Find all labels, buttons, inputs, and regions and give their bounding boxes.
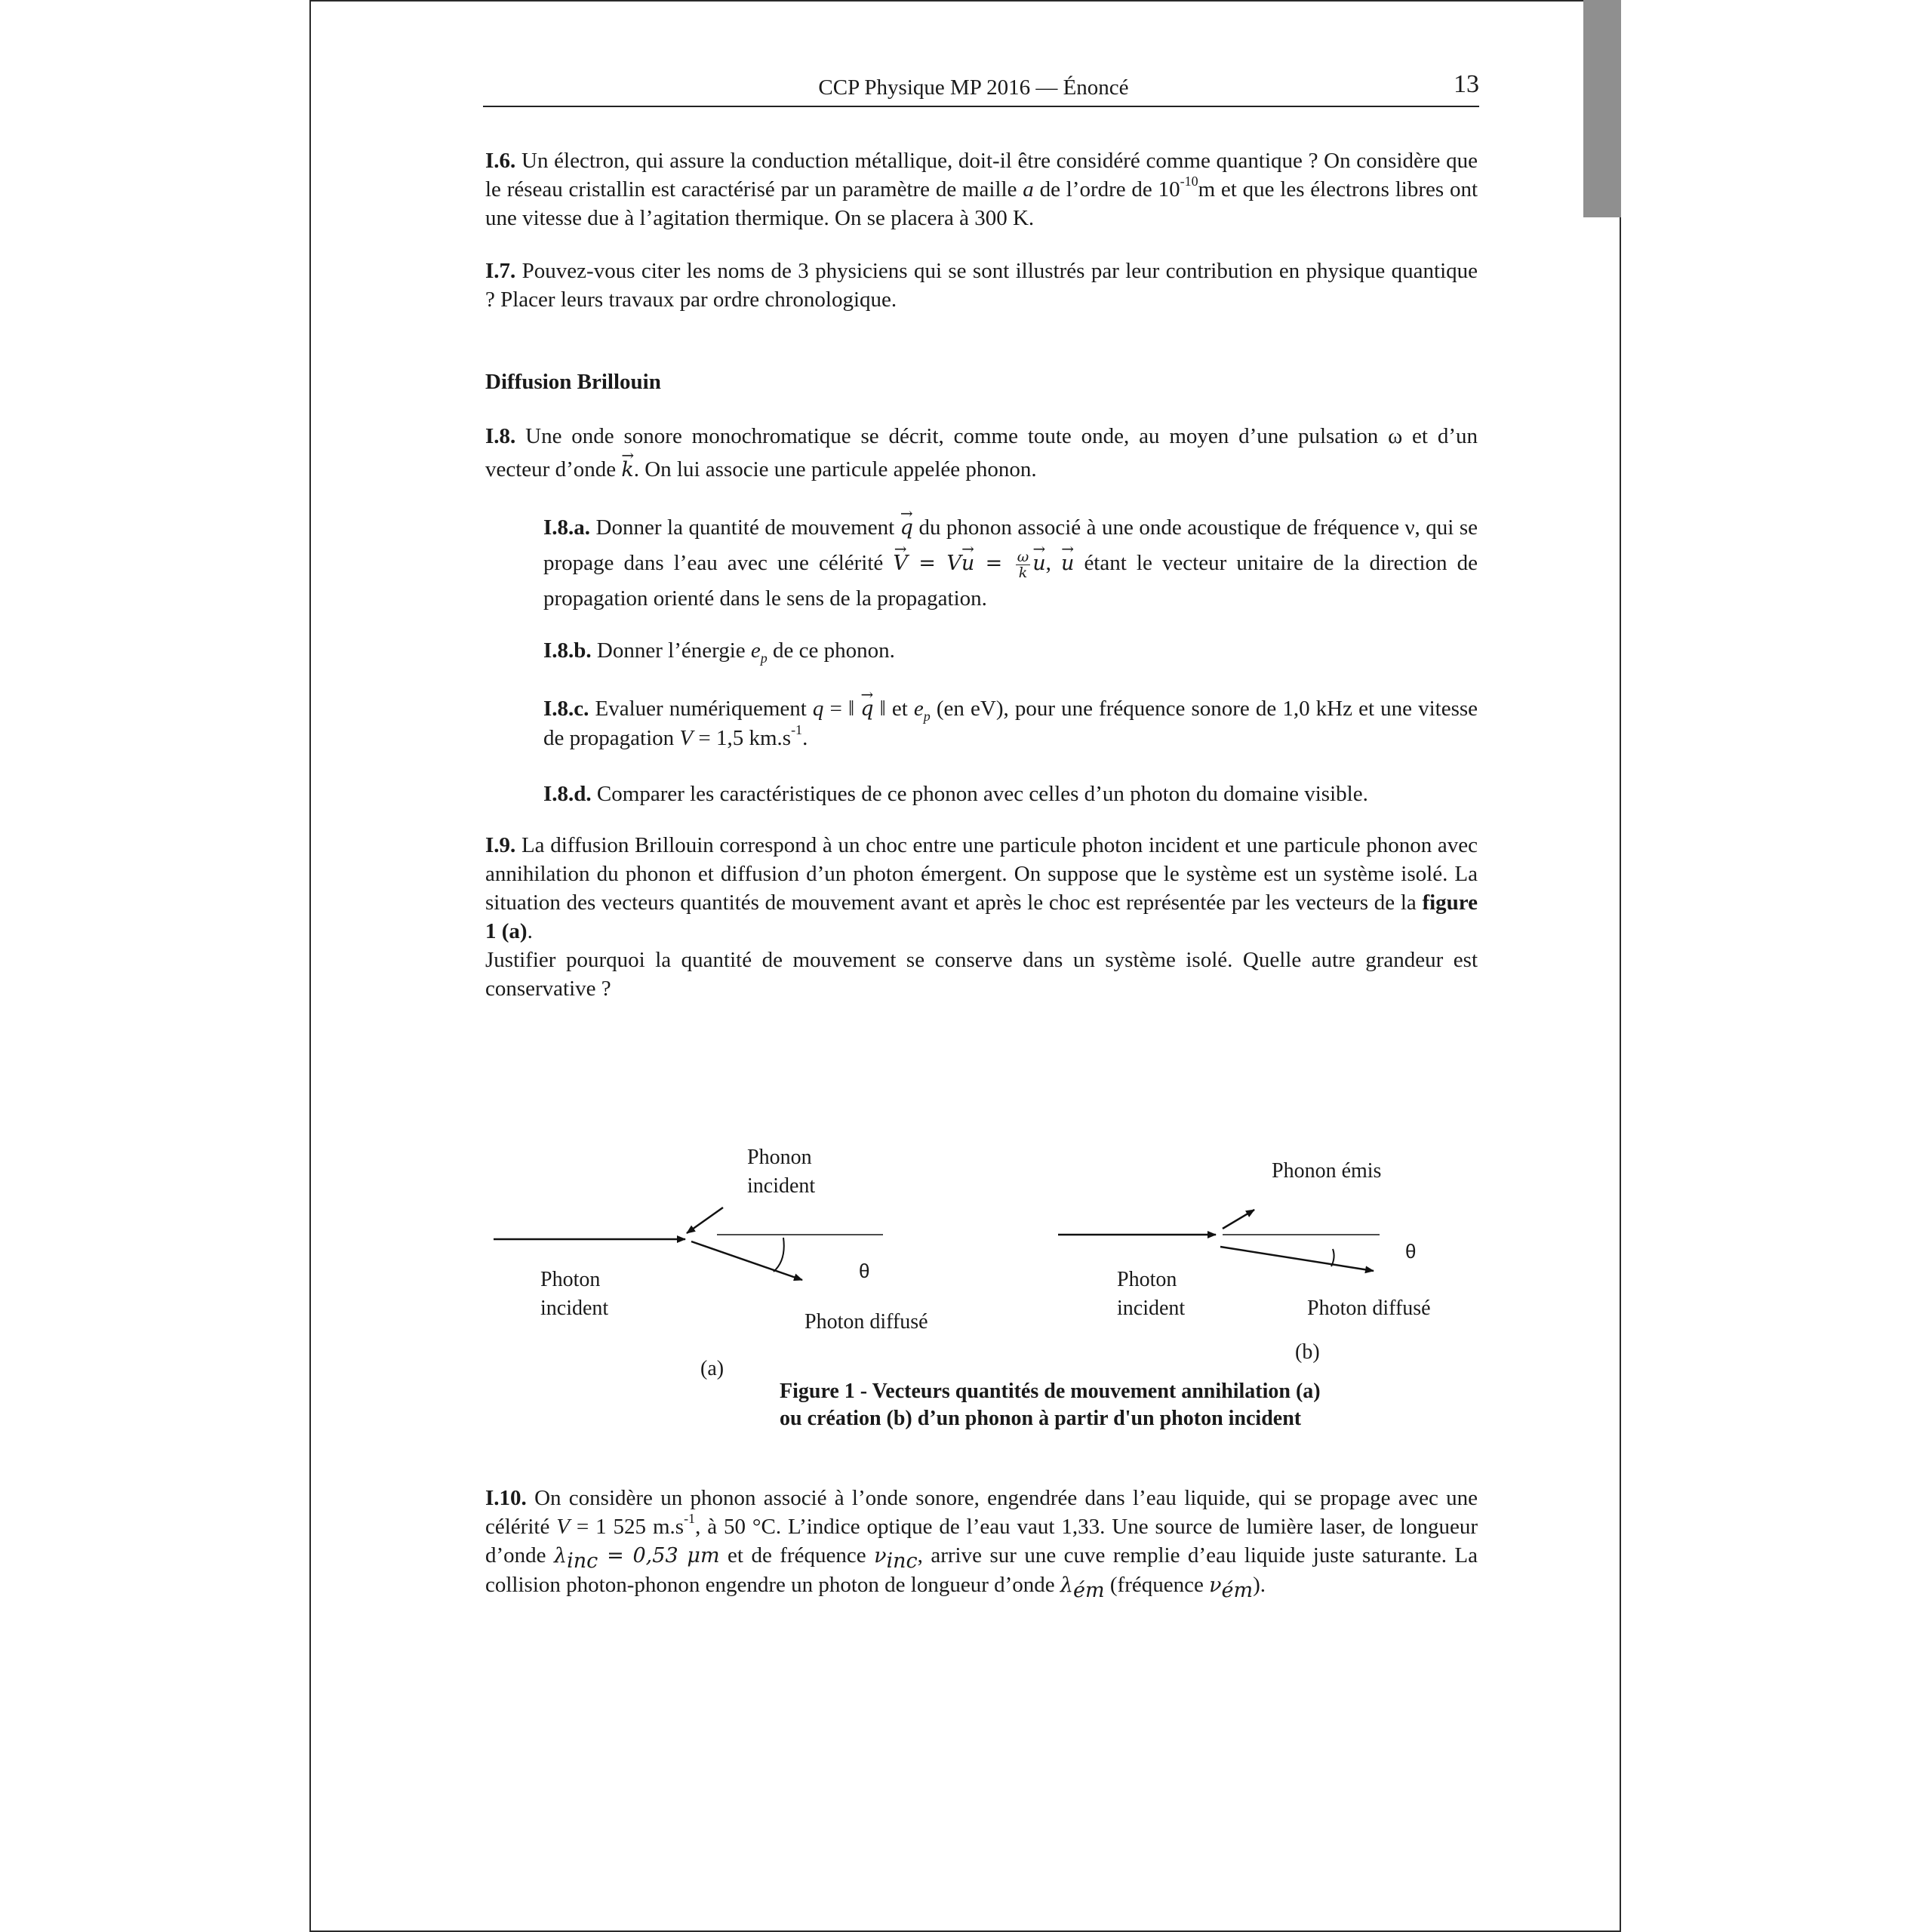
page-header (483, 72, 1479, 107)
question-number: I.8.b. (543, 638, 592, 663)
exponent: -10 (1180, 174, 1198, 189)
vector-q: → q (900, 511, 913, 546)
header-title: CCP Physique MP 2016 — Énoncé (818, 75, 1129, 100)
fraction-numerator: ω (1017, 548, 1029, 565)
figure-caption (780, 1378, 1459, 1432)
subscript: ém (1221, 1578, 1254, 1602)
question-text: du phonon associé à une onde acoustique de fréquence ν, qui se propage dans l’eau avec une célérité (543, 515, 1478, 575)
subscript: ém (1073, 1578, 1105, 1602)
math-var: e (913, 697, 924, 721)
question-I9 (485, 831, 1478, 1003)
label-phonon-incident-1: Phonon (747, 1146, 812, 1169)
question-text: Comparer les caractéristiques de ce phonon avec celles d’un photon du domaine visible. (596, 782, 1368, 806)
figure-caption-line-1: Figure 1 - Vecteurs quantités de mouvement annihilation (a) (780, 1380, 1321, 1403)
question-number: I.10. (485, 1486, 527, 1510)
question-I8a (543, 510, 1478, 616)
question-I8d (543, 780, 1478, 808)
question-text: et de fréquence (728, 1543, 866, 1567)
question-text: Evaluer numériquement (595, 697, 807, 721)
question-number: I.7. (485, 259, 516, 283)
question-text: (en eV), pour une fréquence sonore de 1,0 kHz et une vitesse de propagation (543, 697, 1478, 750)
question-number: I.8. (485, 424, 516, 448)
section-title: Diffusion Brillouin (485, 370, 661, 394)
vector-V: → V (893, 546, 908, 581)
figure-tag-b: (b) (1295, 1340, 1320, 1364)
subscript: p (760, 650, 768, 666)
figure-1 (483, 1132, 1479, 1457)
question-text: , arrive sur une cuve remplie d’eau liquide juste saturante. La collision photon-phonon engendre un photon de longueur d’onde (485, 1543, 1478, 1597)
question-text: = 1,5 km.s (693, 726, 792, 750)
question-text: Pouvez-vous citer les noms de 3 physiciens qui se sont illustrés par leur contribution en physique quantique ? Placer leurs travaux par ordre chronologique. (485, 259, 1478, 312)
photon-scattered-arrow-b (1220, 1247, 1374, 1271)
question-I7 (485, 257, 1478, 314)
fraction-denominator: k (1018, 564, 1028, 581)
photon-scattered-arrow-a (691, 1241, 802, 1280)
question-number: I.8.d. (543, 782, 592, 806)
angle-arc-a (774, 1238, 784, 1272)
question-text: = 1 525 m.s (569, 1515, 685, 1539)
label-photon-incident-b-2: incident (1117, 1297, 1186, 1320)
question-text: m et que les électrons libres ont une vitesse due à l’agitation thermique. On se placera à 300 K. (485, 177, 1478, 230)
label-photon-incident-a-1: Photon (540, 1268, 601, 1291)
math-var: V (556, 1515, 570, 1539)
equation-part: = V (907, 552, 961, 575)
question-text: Justifier pourquoi la quantité de mouvement se conserve dans un système isolé. Quelle autre grandeur est conservative ? (485, 948, 1478, 1001)
figure-caption-line-2: ou création (b) d’un phonon à partir d'un photon incident (780, 1407, 1302, 1430)
math-var: a (1023, 177, 1034, 202)
subscript: inc (886, 1549, 918, 1573)
exponent: -1 (791, 722, 803, 738)
theta-label-b: θ (1405, 1240, 1417, 1263)
vector-u: → u (1061, 546, 1074, 581)
question-text: . (802, 726, 808, 750)
fraction-omega-k (1016, 549, 1031, 580)
figure-reference: figure 1 (a) (485, 891, 1478, 943)
equation-part: = 0,53 μm (598, 1544, 720, 1567)
question-text: de l’ordre de 10 (1039, 177, 1180, 202)
question-text: de ce phonon. (773, 638, 895, 663)
question-I6 (485, 146, 1478, 232)
question-text: La diffusion Brillouin correspond à un choc entre une particule photon incident et une particule phonon avec annihilation du phonon et diffusion d’un photon émergent. On suppose que le système est un système isolé. La situation des vecteurs quantités de mouvement avant et après le choc est représentée par les vecteurs de la (485, 833, 1478, 915)
question-text: On considère un phonon associé à l’onde sonore, engendrée dans l’eau liquide, qui se propage avec une célérité (485, 1486, 1478, 1539)
question-text: Un électron, qui assure la conduction métallique, doit-il être considéré comme quantique ? On considère que le réseau cristallin est caractérisé par un paramètre de maille (485, 149, 1478, 202)
page-edge-tab (1583, 0, 1621, 217)
question-number: I.8.a. (543, 515, 591, 540)
vector-k: → k (621, 454, 633, 487)
math-var: q (812, 697, 824, 721)
label-phonon-incident-2: incident (747, 1174, 816, 1198)
question-text: . On lui associe une particule appelée phonon. (633, 457, 1037, 481)
question-text: Donner la quantité de mouvement (595, 515, 895, 540)
theta-label-a: θ (859, 1260, 870, 1282)
label-phonon-emitted: Phonon émis (1272, 1159, 1382, 1183)
exponent: -1 (684, 1511, 696, 1527)
equation-part: ‖ et (873, 697, 914, 721)
vector-u: → u (961, 546, 974, 581)
question-text: Donner l’énergie (596, 638, 746, 663)
question-I8 (485, 420, 1478, 487)
vector-q: → q (860, 695, 873, 724)
page-number: 13 (1454, 70, 1479, 98)
subscript: inc (567, 1549, 598, 1573)
phonon-emitted-arrow-b (1223, 1210, 1254, 1229)
math-lambda: λ (1060, 1574, 1074, 1597)
question-text: , à 50 °C. L’indice optique de l’eau vaut 1,33. Une source de lumière laser, de longueur d’onde (485, 1515, 1478, 1567)
math-nu: ν (874, 1544, 887, 1567)
math-lambda: λ (554, 1544, 568, 1567)
math-nu: ν (1209, 1574, 1222, 1597)
question-text: Une onde sonore monochromatique se décrit, comme toute onde, au moyen d’une pulsation ω et d’un vecteur d’onde (485, 424, 1478, 481)
phonon-incident-arrow-a (687, 1208, 723, 1233)
label-photon-incident-a-2: incident (540, 1297, 609, 1320)
label-photon-scattered-b: Photon diffusé (1307, 1297, 1431, 1320)
equation-part: = (974, 552, 1014, 575)
figure-tag-a: (a) (700, 1357, 724, 1380)
subscript: p (923, 708, 931, 724)
comma: , (1045, 551, 1051, 575)
math-var: e (750, 638, 761, 663)
question-text: . (527, 919, 533, 943)
question-I8b (543, 636, 1478, 665)
question-number: I.8.c. (543, 697, 589, 721)
equation-part: = ‖ (823, 697, 861, 721)
question-I10 (485, 1484, 1478, 1600)
vector-u: → u (1032, 546, 1045, 581)
question-text: étant le vecteur unitaire de la direction de propagation orienté dans le sens de la propagation. (543, 551, 1478, 611)
math-var: V (679, 726, 694, 750)
question-text: ). (1253, 1573, 1266, 1597)
question-text: (fréquence (1109, 1573, 1204, 1597)
label-photon-incident-b-1: Photon (1117, 1268, 1177, 1291)
question-number: I.6. (485, 149, 516, 173)
question-number: I.9. (485, 833, 516, 857)
label-photon-scattered-a: Photon diffusé (804, 1310, 928, 1334)
question-I8c (543, 694, 1478, 752)
diagram-b (1058, 1210, 1380, 1271)
